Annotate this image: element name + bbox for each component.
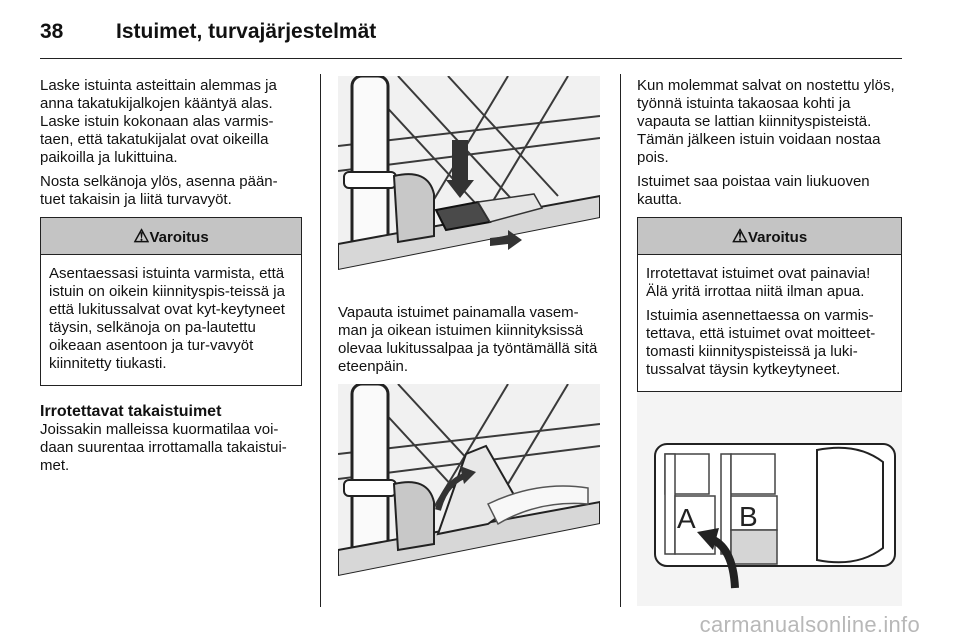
page-title: Istuimet, turvajärjestelmät	[116, 20, 377, 43]
figure-caption: Vapauta istuimet painamalla vasem-man ja oikean istuimen kiinnityksissä olevaa lukitussalpaa ja työntämällä sitä eteenpäin.	[338, 304, 598, 375]
page-number: 38	[40, 20, 64, 43]
warning-title: Varoitus	[149, 229, 209, 246]
watermark: carmanualsonline.info	[699, 612, 920, 637]
column-divider	[320, 74, 321, 607]
seat-a-label: A	[677, 503, 696, 534]
warning-triangle-icon: ⚠	[731, 226, 748, 246]
warning-text: Asentaessasi istuinta varmista, että istuin on oikein kiinnityspis-teissä ja että lukitussalvat ovat kyt-keytyneet täysin, selkänoja on pa-lautettu oikeaan asentoon ja tur-vavyöt kiinnitetty tiukasti.	[49, 265, 285, 372]
column-left	[40, 77, 302, 481]
van-seat-layout-diagram	[637, 392, 902, 606]
paragraph: Laske istuinta asteittain alemmas ja anna takatukijalkojen kääntyä alas. Laske istuin kokonaan alas varmis-taen, että takatukijalat ovat oikeilla paikoilla ja lukittuina.	[40, 77, 277, 166]
paragraph: Kun molemmat salvat on nostettu ylös, työnnä istuinta takaosaa kohti ja vapauta se lattian kiinnityspisteistä. Tämän jälkeen istuin voidaan nostaa pois.	[637, 77, 895, 166]
seat-b-label: B	[739, 501, 758, 532]
paragraph: Istuimet saa poistaa vain liukuoven kautta.	[637, 173, 870, 208]
warning-text: Irrotettavat istuimet ovat painavia! Älä yritä irrottaa niitä ilman apua.	[646, 265, 871, 300]
column-divider	[620, 74, 621, 607]
warning-header	[638, 218, 901, 255]
seat-latch-illustration-1	[338, 76, 600, 290]
warning-box	[40, 217, 302, 386]
section-heading: Irrotettavat takaistuimet	[40, 403, 222, 420]
warning-triangle-icon: ⚠	[133, 226, 150, 246]
paragraph: Nosta selkänoja ylös, asenna pään-tuet takaisin ja liitä turvavyöt.	[40, 173, 278, 208]
column-right	[637, 77, 902, 404]
warning-title: Varoitus	[747, 229, 808, 246]
column-middle	[338, 304, 600, 382]
page-header	[40, 14, 902, 59]
warning-box	[637, 217, 902, 392]
paragraph: Joissakin malleissa kuormatilaa voi-daan suurentaa irrottamalla takaistui-met.	[40, 421, 287, 474]
seat-latch-illustration-2	[338, 384, 600, 594]
warning-header	[41, 218, 301, 255]
warning-text: Istuimia asennettaessa on varmis-tettava, että istuimet ovat moitteet-tomasti kiinnityspisteissä ja luki-tussalvat täysin kytkeytyneet.	[646, 307, 876, 378]
